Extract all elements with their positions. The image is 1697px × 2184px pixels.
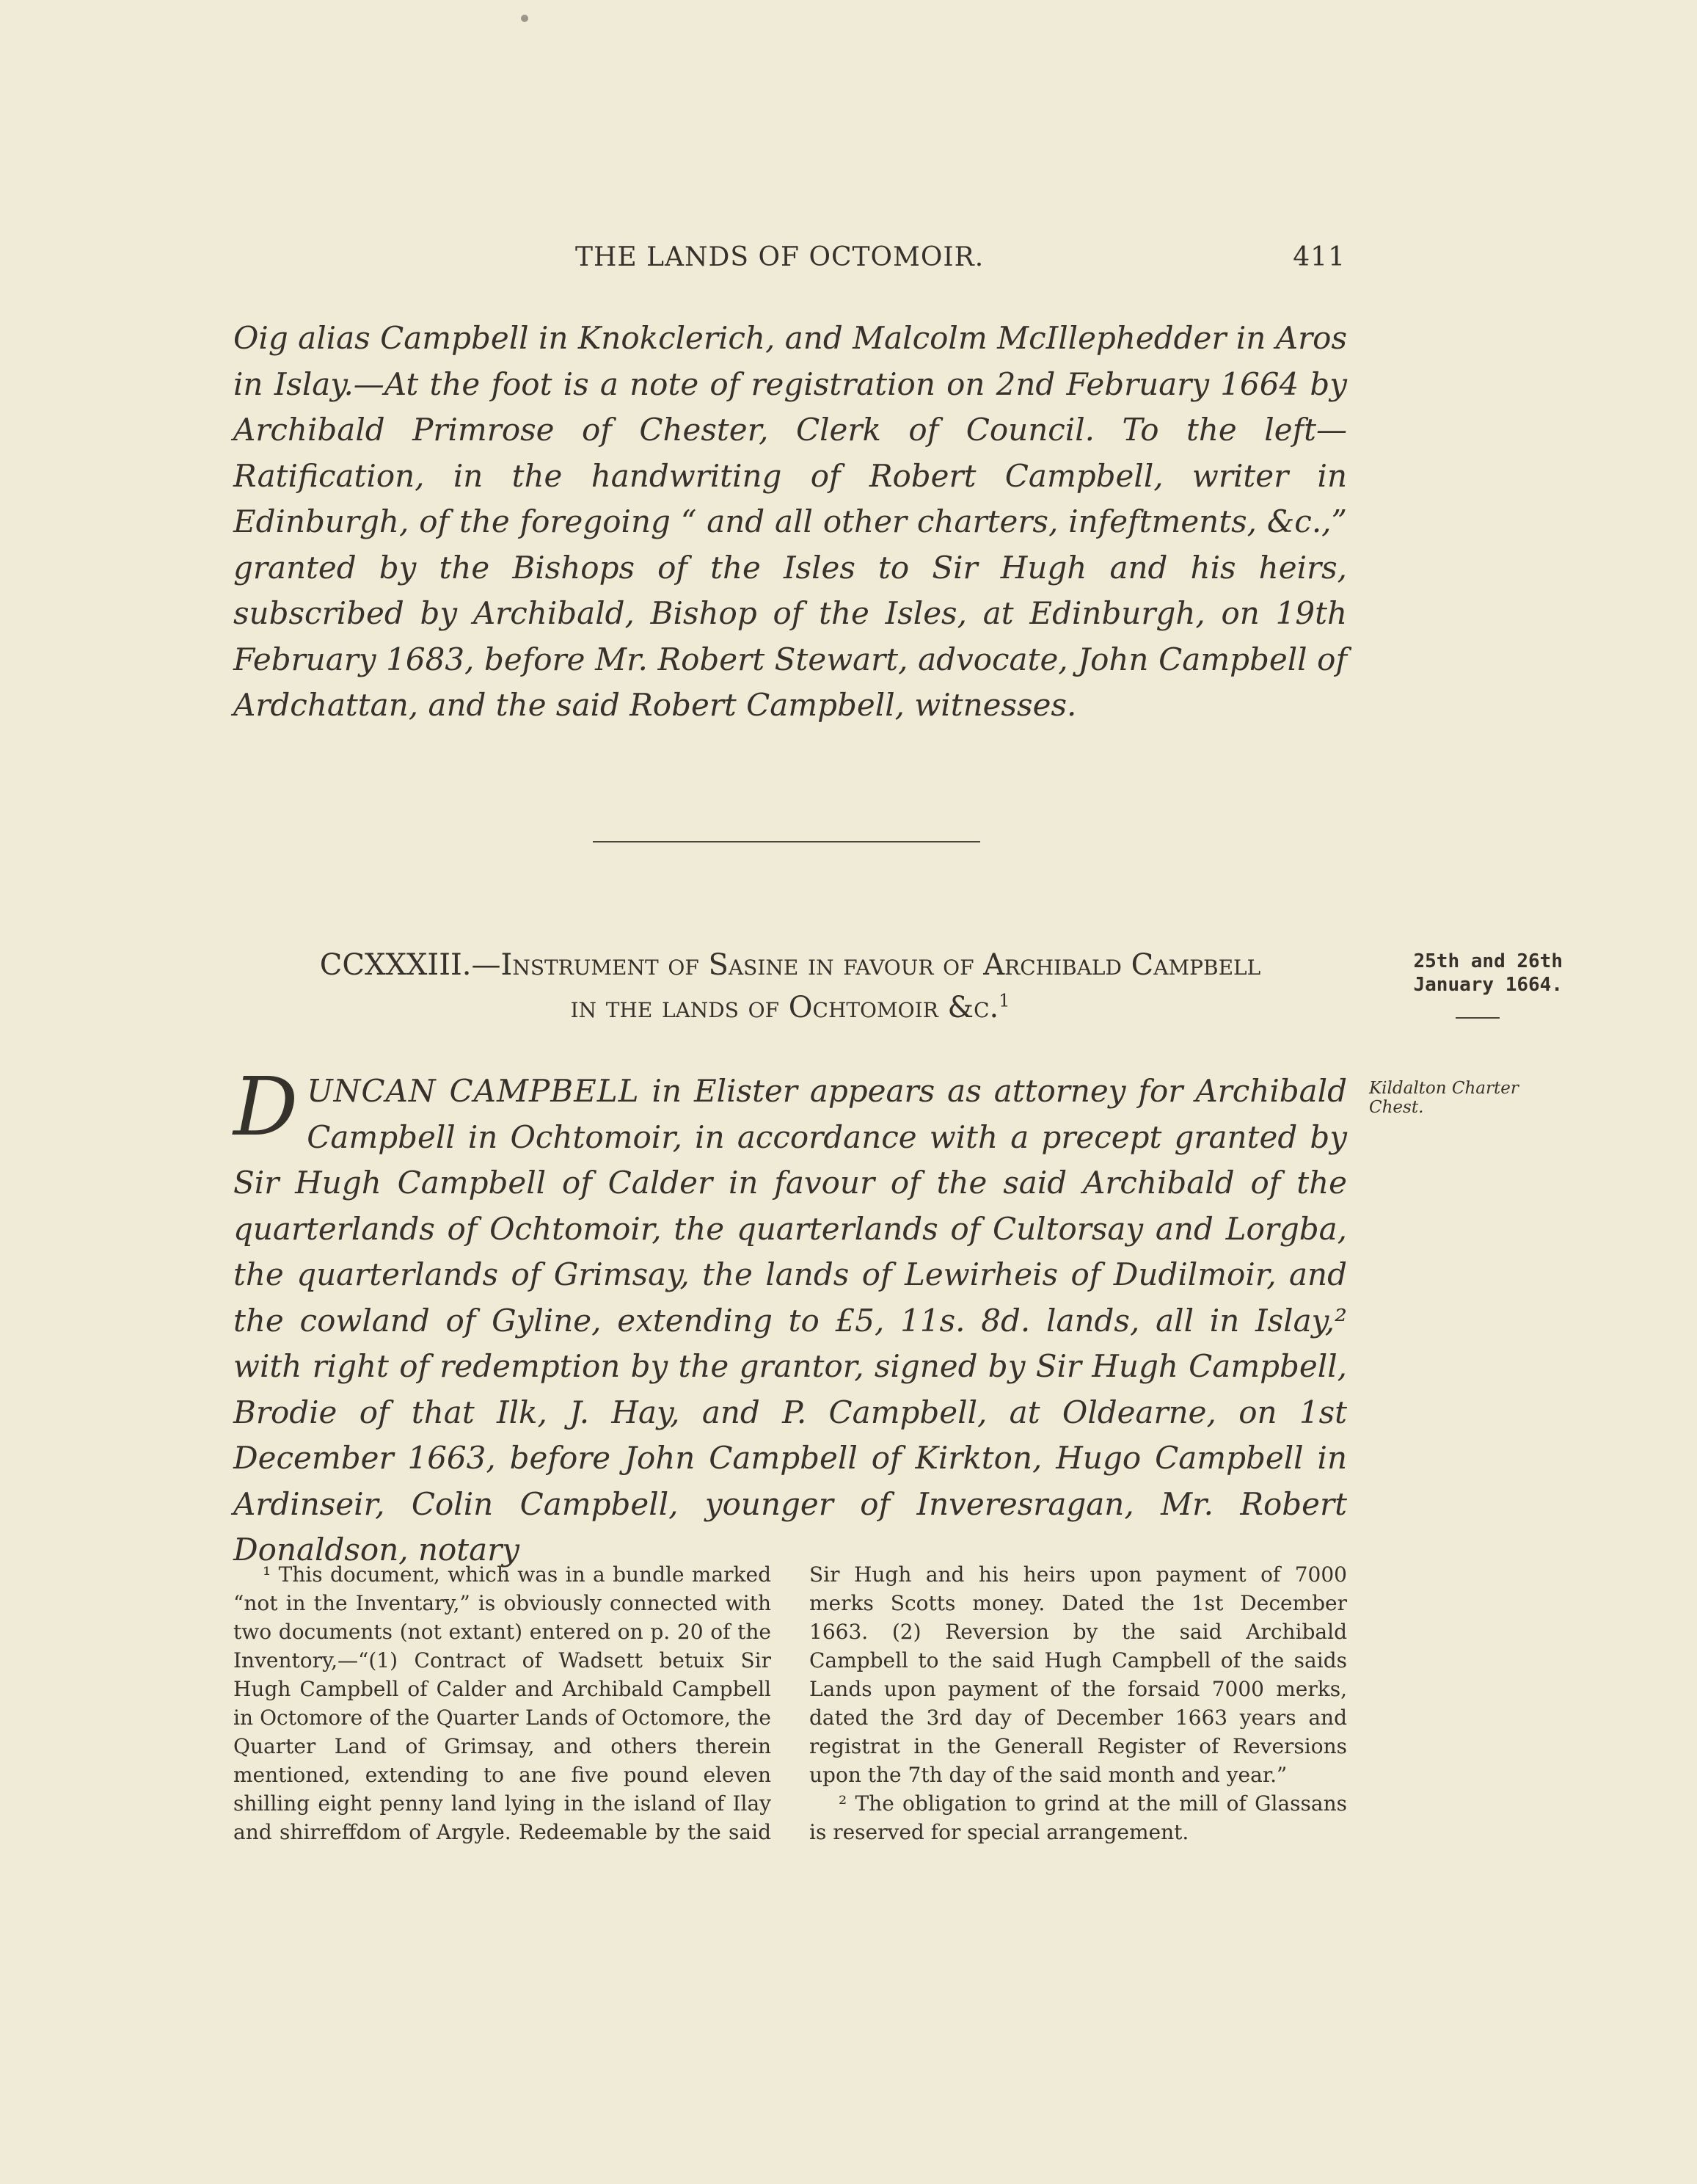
running-title: THE LANDS OF OCTOMOIR. (575, 242, 985, 272)
footnotes (233, 1560, 1347, 1846)
drop-cap: D (233, 1060, 299, 1154)
section-heading (233, 944, 1347, 1029)
footnote-1: ¹ This document, which was in a bundle marked “not in the Inventary,” is obviously connected with two documents (not extant) entered on p. 20 of the Inventory,—“(1) Contract of Wadsett betuix Sir Hugh Campbell of Calder and Archibald Campbell in Octomore of the Quarter Lands of Octomore, the Quarter Land of Grimsay, and others therein mentioned, extending to ane five pound eleven shilling eight penny land lying in the island of Ilay and shirreffdom of Argyle. Redeemable by the said Sir Hugh and his heirs upon payment of 7000 merks Scotts money. Dated the 1st December 1663. (2) Reversion by the said Archibald Campbell to the said Hugh Campbell of the saids Lands upon payment of the forsaid 7000 merks, dated the 3rd day of December 1663 years and registrat in the Generall Register of Reversions upon the 7th day of the said month and year.” (233, 1562, 1347, 1844)
lead-words: UNCAN CAMPBELL (307, 1073, 640, 1109)
main-paragraph (233, 1060, 1347, 1573)
margin-date-line1: 25th and 26th (1413, 950, 1563, 972)
margin-source-line2: Chest. (1369, 1098, 1424, 1117)
section-heading-line2-text: in the lands of Ochtomoir &c. (570, 991, 999, 1024)
main-paragraph-text: in Elister appears as attorney for Archibald Campbell in Ochtomoir, in accordance with a precept granted by Sir Hugh Campbell of Calder in favour of the said Archibald of the quarterlands of Ochtomoir, the quarterlands of Cultorsay and Lorgba, the quarterlands of Grimsay, the lands of Lewirheis of Dudilmoir, and the cowland of Gyline, extending to £5, 11s. 8d. lands, all in Islay,² with right of redemption by the grantor, signed by Sir Hugh Campbell, Brodie of that Ilk, J. Hay, and P. Campbell, at Oldearne, on 1st December 1663, before John Campbell of Kirkton, Hugo Campbell in Ardinseir, Colin Campbell, younger of Inveresragan, Mr. Robert Donaldson, notary (233, 1073, 1347, 1568)
section-heading-line2 (233, 986, 1347, 1029)
continued-paragraph: Oig alias Campbell in Knokclerich, and Malcolm McIllephedder in Aros in Islay.—At the foot is a note of registration on 2nd February 1664 by Archibald Primrose of Chester, Clerk of Council. To the left—Ratification, in the handwriting of Robert Campbell, writer in Edinburgh, of the foregoing “ and all other charters, infeftments, &c.,” granted by the Bishops of the Isles to Sir Hugh and his heirs, subscribed by Archibald, Bishop of the Isles, at Edinburgh, on 19th February 1683, before Mr. Robert Stewart, advocate, John Campbell of Ardchattan, and the said Robert Campbell, witnesses. (233, 320, 1347, 723)
margin-source-line1: Kildalton Charter (1369, 1079, 1519, 1098)
margin-source (1369, 1079, 1567, 1117)
page-number: 411 (1293, 242, 1346, 272)
heading-footnote-mark: 1 (999, 990, 1010, 1011)
section-divider (593, 841, 980, 842)
margin-date-line2: January 1664. (1413, 974, 1563, 996)
paper-speck (521, 15, 528, 22)
margin-date-rule (1456, 1017, 1500, 1019)
section-heading-line1: CCXXXIII.—Instrument of Sasine in favour of Archibald Campbell (319, 948, 1261, 982)
margin-date (1365, 950, 1563, 997)
footnote-2: ² The obligation to grind at the mill of Glassans is reserved for special arrangement. (809, 1791, 1347, 1844)
